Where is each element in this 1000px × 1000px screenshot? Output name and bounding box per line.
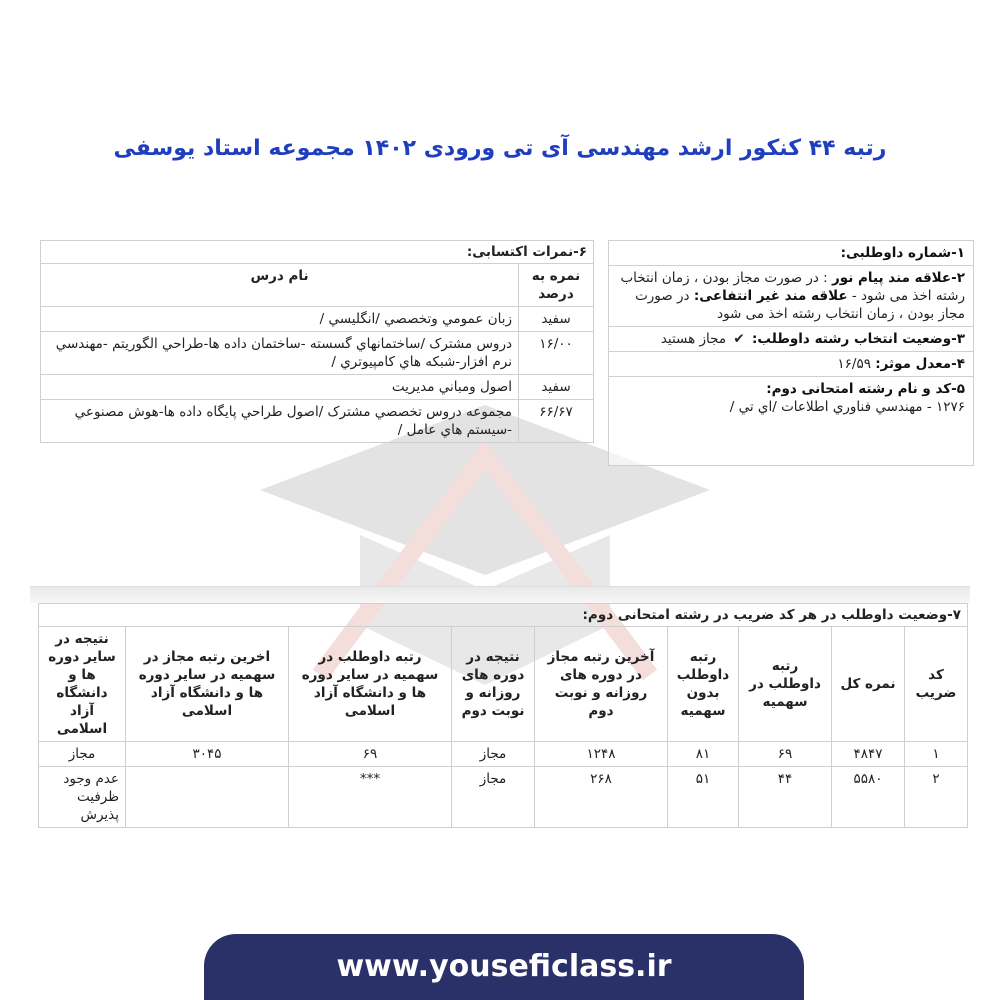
course-column-header: نام درس xyxy=(41,264,519,307)
status-table: کد ضریب نمره کل رتبه داوطلب در سهمیه رتبه داوطلب بدون سهمیه آخرین رتبه مجاز در دوره های روزانه و نوبت دوم نتیجه در دوره های روزانه و نوبت دوم رتبه داوطلب در سهمیه در سایر دوره ها و دانشگاه آزاد اسلامی اخرین رتبه مجاز در سهمیه در سایر دوره ها و دانشگاه آزاد اسلامی نتیجه در سایر دوره ها و دانشگاه آزاد اسلامی ۱ ۴۸۴۷ ۶۹ ۸۱ ۱۲۴۸ مجاز ۶۹ ۳۰۴۵ مجاز ۲ ۵۵۸۰ ۴۴ ۵۱ ۲۶۸ مجاز *** عدم وجود ظرفیت پذیرش xyxy=(38,626,968,828)
score-column-header: نمره به درصد xyxy=(519,264,594,307)
candidate-info-panel xyxy=(608,240,974,466)
gpa-row: ۴-معدل موثر: ۱۶/۵۹ xyxy=(609,352,973,377)
checkmark-icon: ✔ xyxy=(733,331,745,347)
table-row: ۱ ۴۸۴۷ ۶۹ ۸۱ ۱۲۴۸ مجاز ۶۹ ۳۰۴۵ مجاز xyxy=(39,742,968,767)
grades-table xyxy=(40,263,594,443)
status-heading: ۷-وضعیت داوطلب در هر کد ضریب در رشته امتحانی دوم: xyxy=(38,603,968,626)
interest-row: ۲-علاقه مند پیام نور : در صورت مجاز بودن ، زمان انتخاب رشته اخذ می شود - علاقه مند غیر انتفاعی: در صورت مجاز بودن ، زمان انتخاب رشته اخذ می شود xyxy=(609,266,973,327)
status-panel xyxy=(38,603,968,828)
second-field-row: ۵-کد و نام رشته امتحانی دوم: ۱۲۷۶ - مهندسي فناوري اطلاعات /اي تي / xyxy=(729,381,965,415)
table-row: سفيد اصول ومباني مديريت xyxy=(41,375,594,400)
page-title: رتبه ۴۴ کنکور ارشد مهندسی آی تی ورودی ۱۴۰۲ مجموعه استاد یوسفی xyxy=(113,136,887,161)
grades-panel xyxy=(40,240,594,443)
candidate-number-row: ۱-شماره داوطلبی: xyxy=(609,241,973,266)
footer-url-link[interactable]: www.youseficlass.ir xyxy=(204,934,804,1000)
table-row: ۲ ۵۵۸۰ ۴۴ ۵۱ ۲۶۸ مجاز *** عدم وجود ظرفیت پذیرش xyxy=(39,767,968,828)
section-divider xyxy=(30,586,970,603)
selection-status-row: ۳-وضعیت انتخاب رشته داوطلب: ✔ مجاز هستید xyxy=(609,327,973,352)
grades-heading: ۶-نمرات اکتسابی: xyxy=(40,240,594,263)
table-row: سفيد زبان عمومي وتخصصي /انگليسي / xyxy=(41,307,594,332)
table-row: ۶۶/۶۷ مجموعه دروس تخصصي مشترک /اصول طراحي پايگاه داده ها-هوش مصنوعي -سيستم هاي عامل / xyxy=(41,400,594,443)
table-row: ۱۶/۰۰ دروس مشترک /ساختمانهاي گسسته -ساختمان داده ها-طراحي الگوريتم -مهندسي نرم افزار-شبکه هاي کامپيوتري / xyxy=(41,332,594,375)
